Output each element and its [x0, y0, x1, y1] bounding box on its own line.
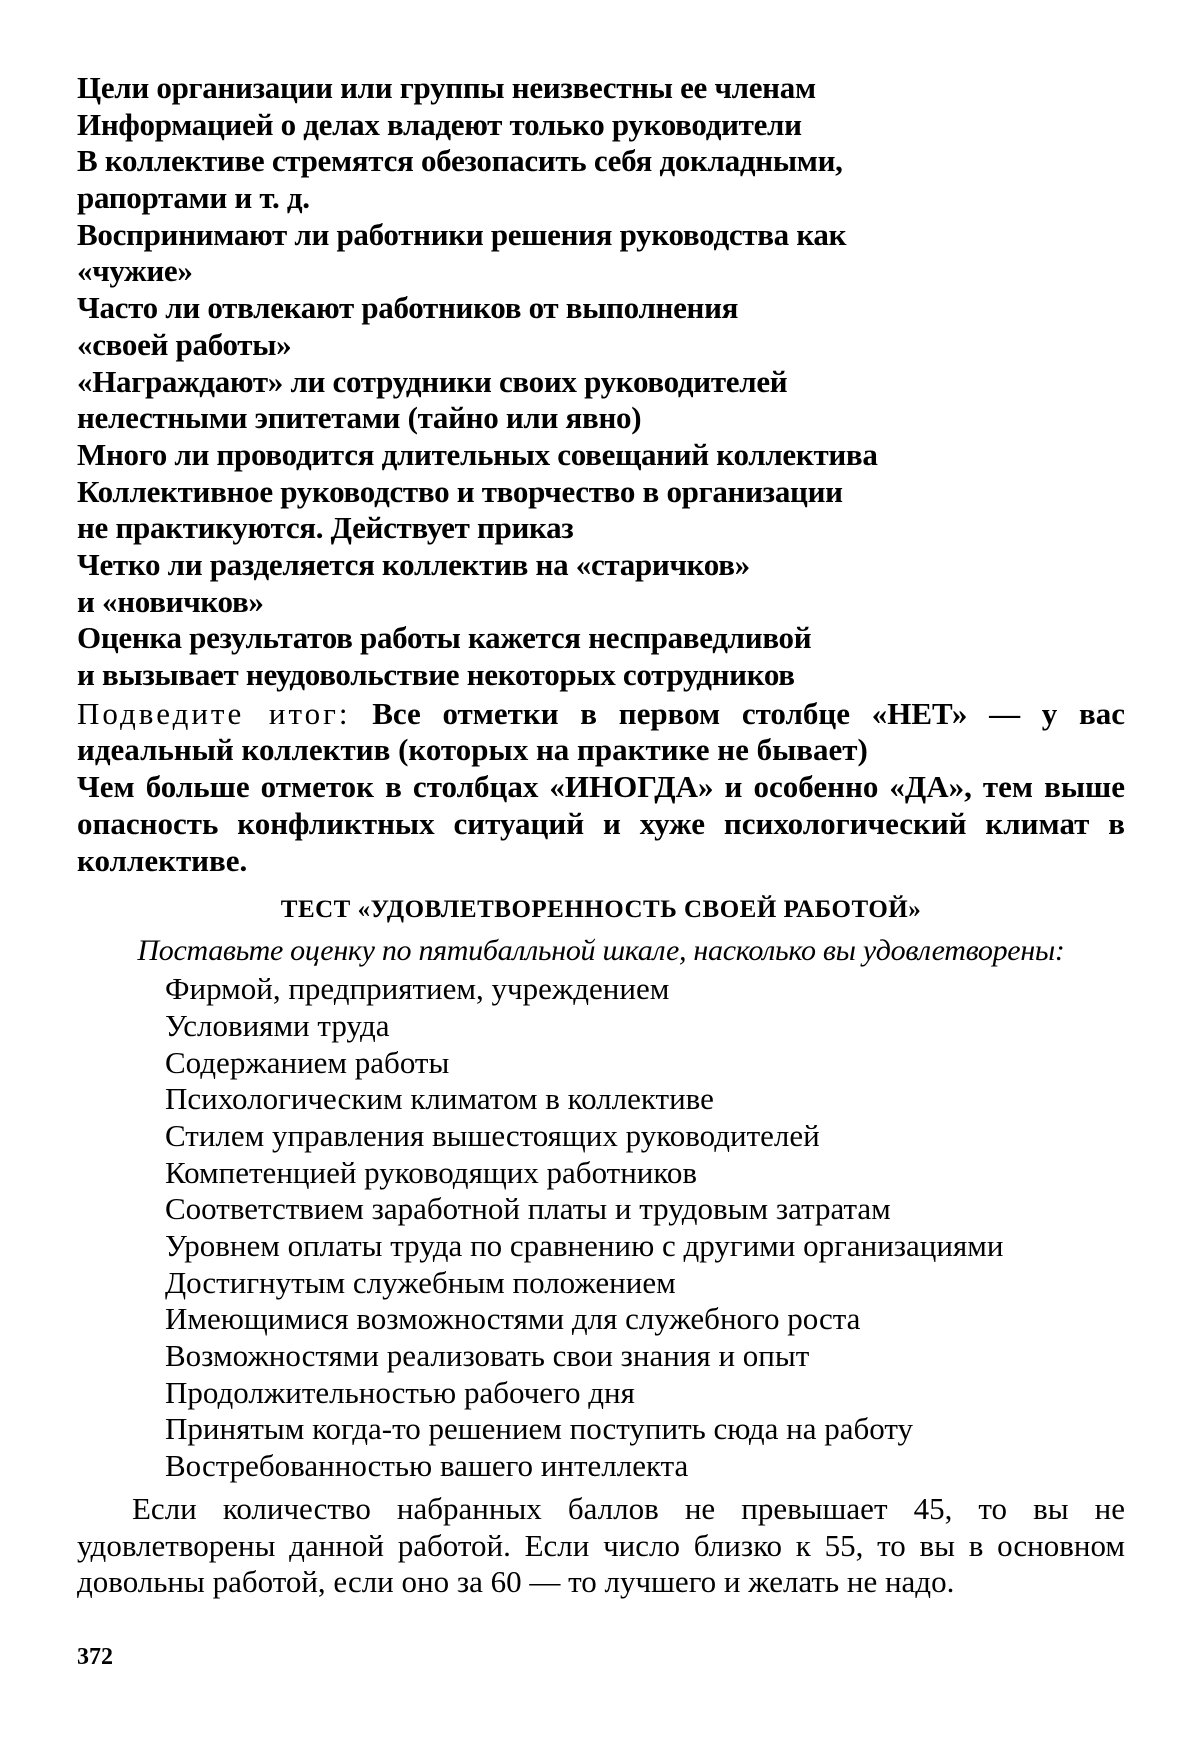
test-item: Компетенцией руководящих работников	[165, 1154, 698, 1190]
test-items	[77, 971, 1125, 1485]
test-item: Соответствием заработной платы и трудовым затратам	[165, 1191, 891, 1227]
checklist-line: В коллективе стремятся обезопасить себя докладными,	[77, 143, 843, 179]
test-item: Продолжительностью рабочего дня	[165, 1374, 635, 1410]
checklist-line: Четко ли разделяется коллектив на «старичков»	[77, 546, 750, 582]
page-text	[77, 70, 1125, 1601]
test-item: Стилем управления вышестоящих руководителей	[165, 1117, 820, 1153]
checklist-line: Часто ли отвлекают работников от выполнения	[77, 290, 739, 326]
checklist-line: Оценка результатов работы кажется несправедливой	[77, 620, 812, 656]
checklist-line: «чужие»	[77, 253, 193, 289]
page-number: 372	[77, 1644, 113, 1670]
test-item: Достигнутым служебным положением	[165, 1264, 676, 1300]
checklist-line: «Награждают» ли сотрудники своих руководителей	[77, 363, 788, 399]
summary-text: Все отметки в первом столбце «НЕТ» — у вас идеальный коллектив (которых на практике не бывает)	[77, 695, 1125, 768]
checklist	[77, 70, 1125, 694]
checklist-line: нелестными эпитетами (тайно или явно)	[77, 400, 642, 436]
test-item: Принятым когда-то решением поступить сюда на работу	[165, 1411, 914, 1447]
checklist-line: и вызывает неудовольствие некоторых сотрудников	[77, 657, 795, 692]
checklist-line: рапортами и т. д.	[77, 180, 310, 216]
test-item: Психологическим климатом в коллективе	[165, 1081, 714, 1117]
checklist-line: Воспринимают ли работники решения руководства как	[77, 216, 847, 252]
test-item: Имеющимися возможностями для служебного роста	[165, 1301, 861, 1337]
test-title: ТЕСТ «УДОВЛЕТВОРЕННОСТЬ СВОЕЙ РАБОТОЙ»	[280, 896, 922, 924]
summary-paragraph-2: Чем больше отметок в столбцах «ИНОГДА» и особенно «ДА», тем выше опасность конфликтных ситуаций и хуже психологический климат в коллективе.	[77, 769, 1125, 878]
summary-label: Подведите итог:	[77, 695, 351, 731]
test-item: Возможностями реализовать свои знания и опыт	[165, 1338, 810, 1374]
test-item: Содержанием работы	[165, 1044, 450, 1080]
test-item: Уровнем оплаты труда по сравнению с другими организациями	[165, 1228, 1004, 1264]
test-instruction: Поставьте оценку по пятибалльной шкале, насколько вы удовлетворены:	[137, 934, 1065, 968]
checklist-line: не практикуются. Действует приказ	[77, 510, 574, 546]
checklist-line: Много ли проводится длительных совещаний коллектива	[77, 436, 878, 472]
checklist-line: Информацией о делах владеют только руководители	[77, 106, 802, 142]
checklist-line: и «новичков»	[77, 583, 264, 619]
test-conclusion: Если количество набранных баллов не превышает 45, то вы не удовлетворены данной работой. Если число близко к 55, то вы в основном довольны работой, если оно за 60 — то лучшего и желать не надо.	[77, 1490, 1125, 1600]
checklist-line: Коллективное руководство и творчество в организации	[77, 473, 843, 509]
summary-paragraph	[77, 696, 1125, 769]
test-item: Востребованностью вашего интеллекта	[165, 1448, 689, 1484]
checklist-line: «своей работы»	[77, 326, 292, 362]
checklist-line: Цели организации или группы неизвестны ее членам	[77, 70, 816, 105]
test-item: Фирмой, предприятием, учреждением	[165, 971, 670, 1007]
test-item: Условиями труда	[165, 1007, 390, 1043]
